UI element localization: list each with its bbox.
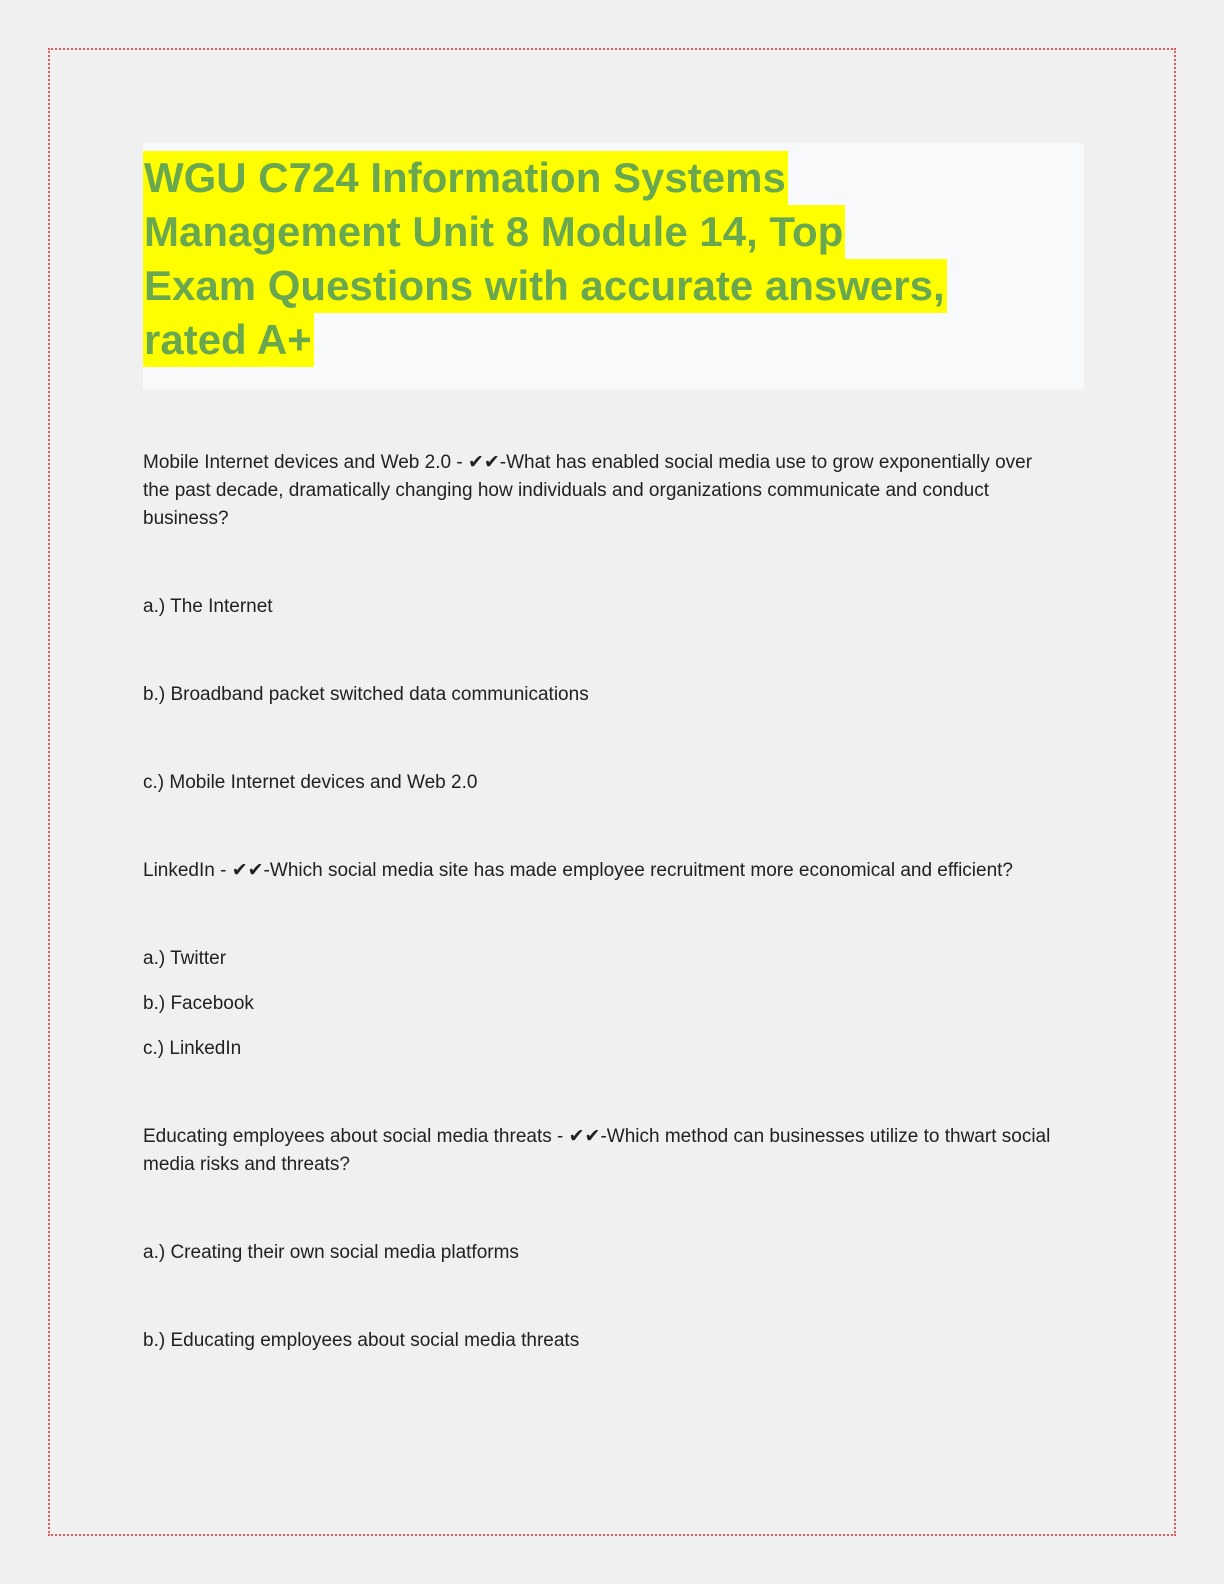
title-highlight: Exam Questions with accurate answers, (143, 259, 947, 313)
answer-option: b.) Educating employees about social media threats (143, 1330, 580, 1351)
document-page (48, 48, 1176, 1536)
answer-option: b.) Broadband packet switched data communications (143, 684, 589, 705)
answer-option: c.) Mobile Internet devices and Web 2.0 (143, 772, 478, 793)
title-line (143, 259, 1084, 313)
answer-option: a.) Creating their own social media platforms (143, 1242, 519, 1263)
title-highlight: rated A+ (143, 313, 314, 367)
title-highlight: Management Unit 8 Module 14, Top (143, 205, 845, 259)
question-text: Educating employees about social media threats - ✔✔-Which method can businesses utilize to thwart social media risks and threats? (143, 1126, 1051, 1175)
answer-option: c.) LinkedIn (143, 1038, 242, 1059)
title-line (143, 313, 1084, 367)
document-body (143, 449, 1063, 1355)
question-text: LinkedIn - ✔✔-Which social media site has made employee recruitment more economical and efficient? (143, 860, 1014, 881)
answer-option: a.) The Internet (143, 596, 273, 617)
answer-option: b.) Facebook (143, 993, 254, 1014)
title-line (143, 151, 1084, 205)
question-text: Mobile Internet devices and Web 2.0 - ✔✔-What has enabled social media use to grow exponentially over the past decade, dramatically changing how individuals and organizations communicate and conduct business? (143, 452, 1033, 529)
title-block (143, 143, 1084, 389)
title-line (143, 205, 1084, 259)
title-highlight: WGU C724 Information Systems (143, 151, 788, 205)
document-title (143, 151, 1084, 367)
answer-option: a.) Twitter (143, 948, 227, 969)
